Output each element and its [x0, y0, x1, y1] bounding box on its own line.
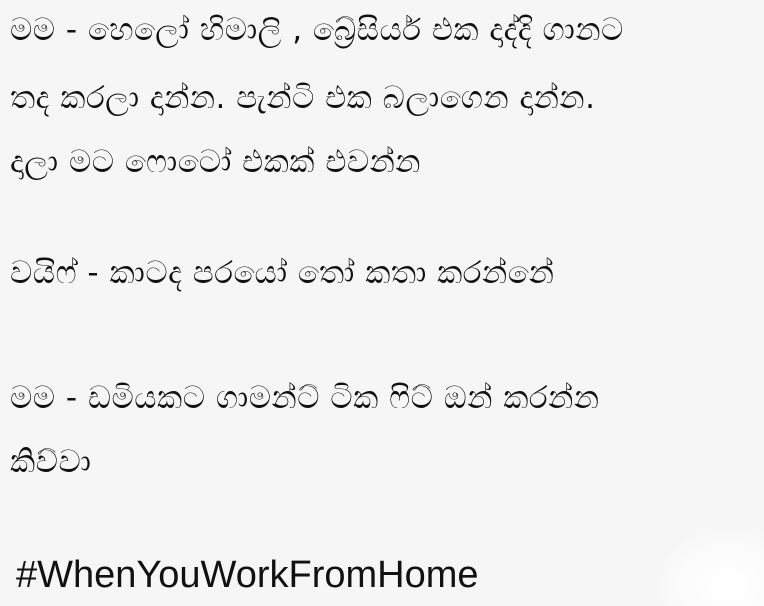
corner-glow-decoration	[654, 526, 764, 606]
message-line: දාලා මට ෆොටෝ එකක් එවන්න	[10, 144, 421, 180]
message-line: තද කරලා දාන්න. පැන්ටි එක බලාගෙන දාන්න.	[10, 80, 596, 116]
message-line: මම - හෙලෝ හිමාලි , බ්‍රේසියර් එක දාද්දි ගානට	[10, 12, 624, 48]
hashtag: #WhenYouWorkFromHome	[16, 554, 479, 596]
message-line: වයිෆ් - කාටද පරයෝ තෝ කතා කරන්නේ	[10, 255, 555, 291]
message-line: කිව්වා	[10, 444, 92, 480]
message-line: මම - ඩමියකට ගාමන්ට් ටික ෆිට් ඔන් කරන්න	[10, 380, 600, 416]
